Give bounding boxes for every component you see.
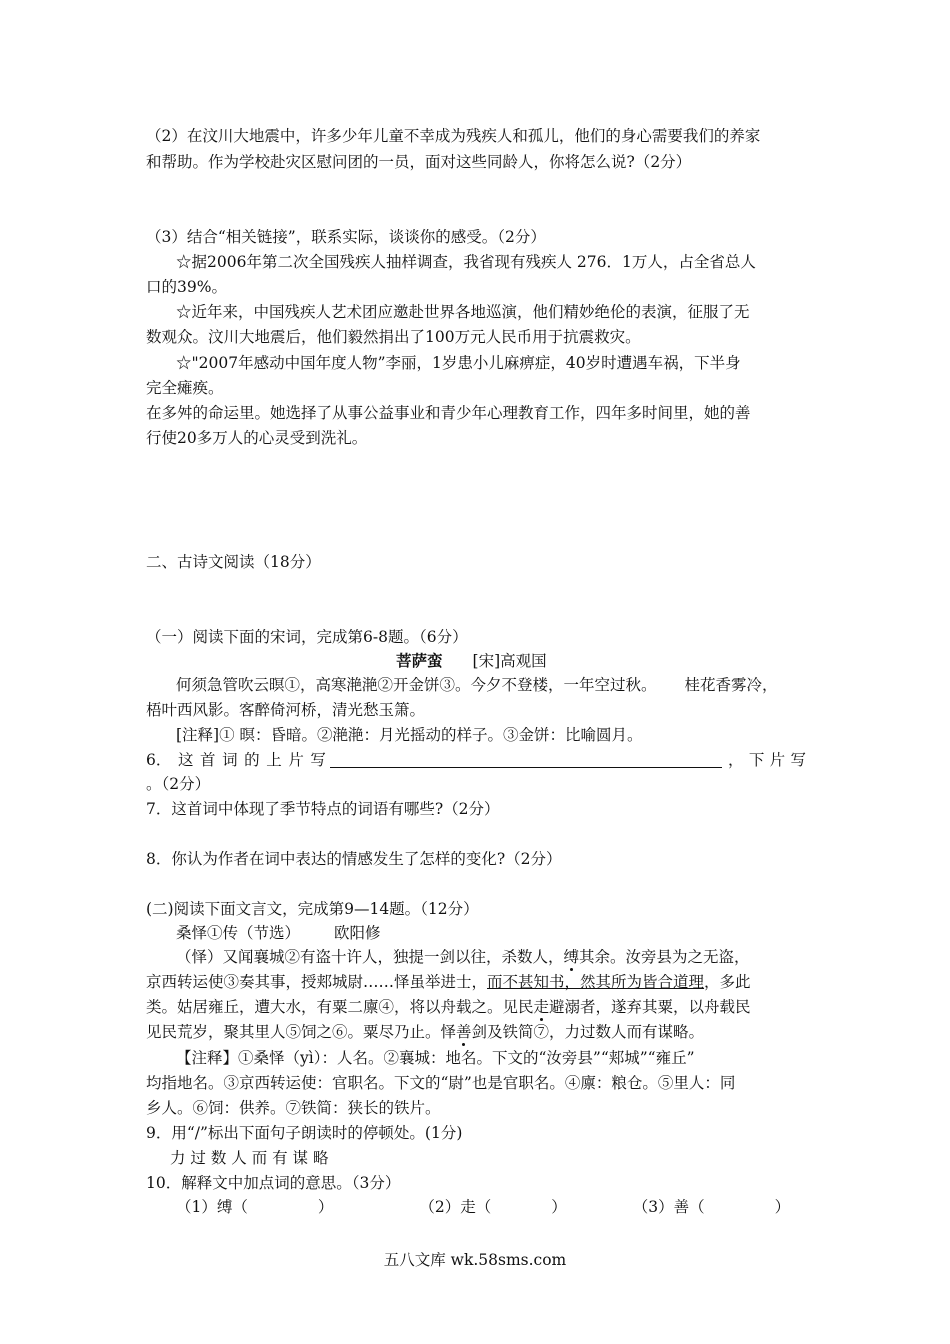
q9-sentence: 力 过 数 人 而 有 谋 略 bbox=[170, 1149, 329, 1167]
text-para-2: 京西转运使③奏其事，授郏城尉……怿虽举进士，而不甚知书，然其所为皆合道理，多此 bbox=[146, 973, 751, 991]
q6-line1: 6． 这 首 词 的 上 片 写 ， 下 片 写 bbox=[146, 751, 806, 769]
q10-answers bbox=[176, 1196, 790, 1218]
text-para-4: 见民荒岁，聚其里人⑤饲之⑥。粟尽乃止。怿善剑及铁简⑦，力过数人而有谋略。 bbox=[146, 1023, 705, 1041]
poem-note: [注释]① 暝：昏暗。②滟滟：月光摇动的样子。③金饼：比喻圆月。 bbox=[176, 726, 643, 744]
q3-item-3: ☆近年来，中国残疾人艺术团应邀赴世界各地巡演，他们精妙绝伦的表演，征服了无 bbox=[176, 303, 750, 321]
q3-item-8: 行使20多万人的心灵受到洗礼。 bbox=[146, 429, 368, 447]
q10-answer-1[interactable]: （1）缚（ ） bbox=[176, 1198, 334, 1216]
q3-item-5: ☆"2007年感动中国年度人物”李丽，1岁患小儿麻痹症，40岁时遭遇车祸，下半身 bbox=[176, 354, 741, 372]
q3-item-4: 数观众。汶川大地震后，他们毅然捐出了100万元人民币用于抗震救灾。 bbox=[146, 328, 641, 346]
poem-line-2: 梧叶西风影。客醉倚河桥，清光愁玉箫。 bbox=[146, 701, 426, 719]
q10: 10．解释文中加点词的意思。（3分） bbox=[146, 1174, 401, 1192]
q3-item-1: ☆据2006年第二次全国残疾人抽样调查，我省现有残疾人 276．1万人，占全省总人 bbox=[176, 253, 756, 271]
text-para-3: 类。姑居雍丘，遭大水，有粟二廪④，将以舟载之。见民走避溺者，遂弃其粟，以舟载民 bbox=[146, 998, 751, 1016]
text-title: 桑怿①传（节选） bbox=[176, 924, 301, 942]
q10-answer-3[interactable]: （3）善（ ） bbox=[632, 1198, 791, 1216]
poem-title-line bbox=[396, 650, 547, 672]
dotted-word-fu: 缚 bbox=[563, 948, 580, 966]
part2-heading: (二)阅读下面文言文，完成第9—14题。（12分） bbox=[146, 900, 479, 918]
text-note-1: 【注释】①桑怿（yì）：人名。②襄城：地名。下文的“汝旁县”“郏城”“雍丘” bbox=[176, 1049, 695, 1067]
poem-title: 菩萨蛮 bbox=[396, 651, 443, 670]
q2-line1: （2）在汶川大地震中，许多少年儿童不幸成为残疾人和孤儿，他们的身心需要我们的养家 bbox=[146, 127, 761, 145]
q10-answer-2[interactable]: （2）走（ ） bbox=[419, 1198, 567, 1216]
q6-answer-blank[interactable] bbox=[330, 753, 722, 768]
q8: 8．你认为作者在词中表达的情感发生了怎样的变化?（2分） bbox=[146, 850, 562, 868]
footer-watermark: 五八文库 wk.58sms.com bbox=[383, 1251, 567, 1269]
poem-line-1: 何须急管吹云暝①，高寒滟滟②开金饼③。今夕不登楼，一年空过秋。 桂花香雾冷， bbox=[176, 676, 778, 694]
q6-line2: 。（2分） bbox=[146, 775, 211, 793]
text-note-2: 均指地名。③京西转运使：官职名。下文的“尉”也是官职名。④廪：粮仓。⑤里人：同 bbox=[146, 1074, 736, 1092]
section-2-title: 二、古诗文阅读（18分） bbox=[146, 553, 321, 571]
part1-heading: （一）阅读下面的宋词，完成第6-8题。（6分） bbox=[146, 628, 468, 646]
q3-item-2: 口的39%。 bbox=[146, 278, 227, 296]
dotted-word-shan: 善 bbox=[456, 1023, 472, 1041]
q9: 9．用“/”标出下面句子朗读时的停顿处。(1分) bbox=[146, 1124, 463, 1142]
q7: 7．这首词中体现了季节特点的词语有哪些?（2分） bbox=[146, 800, 500, 818]
text-para-1: （怿）又闻襄城②有盗十许人，独提一剑以往，杀数人，缚其余。汝旁县为之无盗， bbox=[176, 948, 750, 966]
q2-line2: 和帮助。作为学校赴灾区慰问团的一员，面对这些同龄人，你将怎么说?（2分） bbox=[146, 153, 692, 171]
q3-heading: （3）结合“相关链接”，联系实际，谈谈你的感受。（2分） bbox=[146, 228, 546, 246]
text-author: 欧阳修 bbox=[334, 924, 381, 942]
underlined-sentence: 而不甚知书，然其所为皆合道理 bbox=[487, 973, 705, 991]
poem-author: [宋]高观国 bbox=[472, 652, 547, 670]
q3-item-7: 在多舛的命运里。她选择了从事公益事业和青少年心理教育工作，四年多时间里，她的善 bbox=[146, 404, 751, 422]
q3-item-6: 完全瘫痪。 bbox=[146, 379, 224, 397]
dotted-word-zou: 走 bbox=[533, 998, 550, 1016]
text-note-3: 乡人。⑥饲：供养。⑦铁简：狭长的铁片。 bbox=[146, 1099, 441, 1117]
text-title-line bbox=[176, 922, 381, 944]
